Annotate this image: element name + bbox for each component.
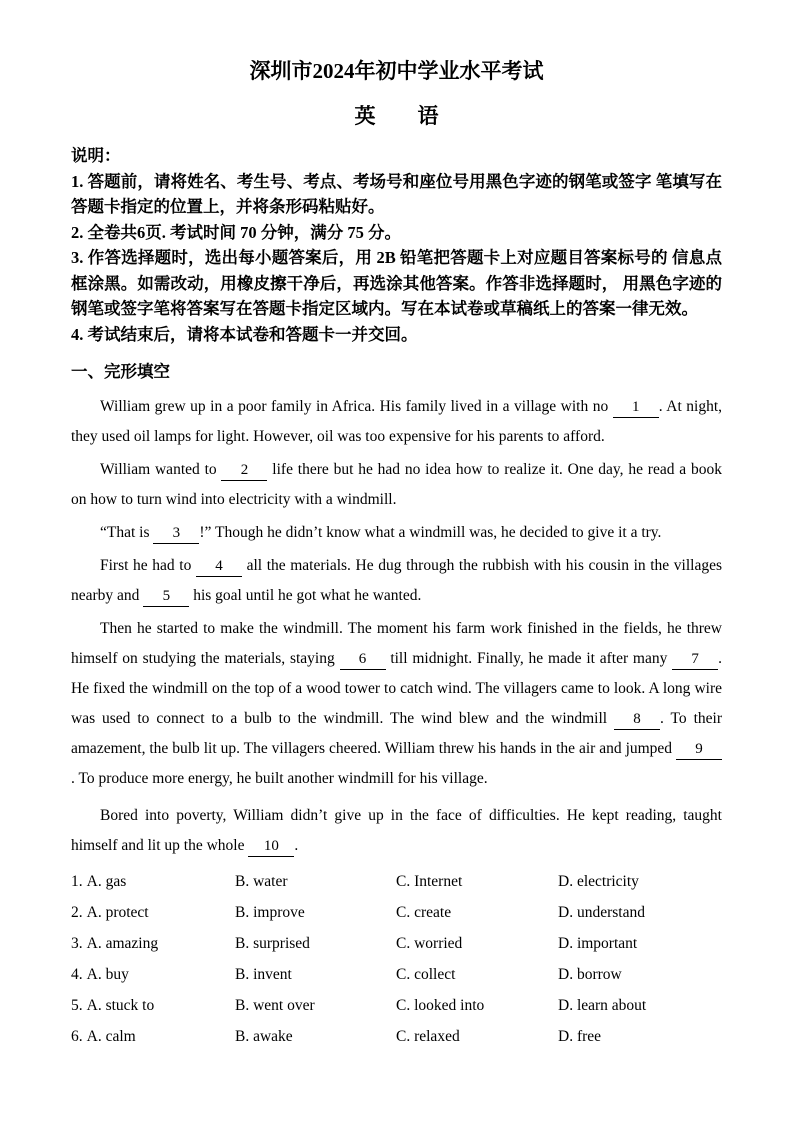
option-row-1 bbox=[71, 866, 722, 897]
passage-text: William grew up in a poor family in Africa. His family lived in a village with no bbox=[100, 398, 613, 416]
option-2-B: B. improve bbox=[235, 904, 305, 922]
option-1-B: B. water bbox=[235, 873, 288, 891]
option-3-B: B. surprised bbox=[235, 935, 310, 953]
passage-text: all the materials. He dug through the rubbish with his cousin in the villages nearby and bbox=[71, 557, 723, 605]
option-4-D: D. borrow bbox=[558, 966, 622, 984]
option-4-C: C. collect bbox=[396, 966, 456, 984]
instructions-block bbox=[71, 143, 722, 347]
cloze-blank-4: 4 bbox=[196, 559, 242, 577]
option-3-D: D. important bbox=[558, 935, 638, 953]
option-2-A: 2. A. protect bbox=[71, 904, 149, 922]
option-6-D: D. free bbox=[558, 1028, 602, 1046]
exam-title: 深圳市2024年初中学业水平考试 bbox=[249, 59, 544, 83]
question-number-6: 6. bbox=[71, 1028, 83, 1046]
instruction-item-2: 2. 全卷共6页. 考试时间 70 分钟，满分 75 分。 bbox=[71, 222, 401, 242]
cloze-blank-8: 8 bbox=[614, 712, 660, 730]
cloze-blank-2: 2 bbox=[221, 463, 267, 481]
passage-paragraph-4 bbox=[71, 551, 722, 611]
instruction-item-4: 4. 考试结束后，请将本试卷和答题卡一并交回。 bbox=[71, 324, 418, 344]
option-1-D: D. electricity bbox=[558, 873, 639, 891]
option-5-A: 5. A. stuck to bbox=[71, 997, 155, 1015]
option-6-C: C. relaxed bbox=[396, 1028, 460, 1046]
option-row-4 bbox=[71, 959, 722, 990]
option-row-6 bbox=[71, 1021, 722, 1052]
option-6-A: 6. A. calm bbox=[71, 1028, 136, 1046]
passage-text: his goal until he got what he wanted. bbox=[189, 587, 422, 605]
passage-text: !” Though he didn’t know what a windmill was, he decided to give it a try. bbox=[199, 524, 662, 542]
option-row-3 bbox=[71, 928, 722, 959]
passage-text: . To their amazement, the bulb lit up. The villagers cheered. William threw his hands in the air and jumped bbox=[71, 710, 723, 758]
option-row-5 bbox=[71, 990, 722, 1021]
cloze-blank-1: 1 bbox=[613, 400, 659, 418]
option-1-C: C. Internet bbox=[396, 873, 463, 891]
passage-text: life there but he had no idea how to realize it. One day, he read a book on how to turn wind into electricity with a windmill. bbox=[71, 461, 722, 509]
option-5-C: C. looked into bbox=[396, 997, 485, 1015]
question-number-1: 1. bbox=[71, 873, 83, 891]
passage-paragraph-6 bbox=[71, 801, 722, 861]
option-1-A: 1. A. gas bbox=[71, 873, 127, 891]
option-2-D: D. understand bbox=[558, 904, 645, 922]
question-number-4: 4. bbox=[71, 966, 83, 984]
passage-text: . bbox=[294, 837, 299, 855]
passage-text: till midnight. Finally, he made it after many bbox=[385, 650, 673, 668]
passage-paragraph-1 bbox=[71, 392, 722, 452]
option-6-B: B. awake bbox=[235, 1028, 293, 1046]
cloze-blank-3: 3 bbox=[153, 526, 199, 544]
passage-text: Then he started to make the windmill. The moment his farm work finished in the fields, he threw himself on studying the materials, staying bbox=[71, 620, 722, 668]
option-5-D: D. learn about bbox=[558, 997, 647, 1015]
instructions-heading: 说明： bbox=[71, 146, 121, 166]
question-number-2: 2. bbox=[71, 904, 83, 922]
passage-text: . To produce more energy, he built another windmill for his village. bbox=[71, 770, 488, 788]
cloze-blank-6: 6 bbox=[340, 652, 386, 670]
passage-paragraph-2 bbox=[71, 455, 722, 515]
passage-paragraph-5 bbox=[71, 614, 722, 794]
instruction-item-1: 1. 答题前，请将姓名、考生号、考点、考场号和座位号用黑色字迹的钢笔或签字 笔填写在答题卡指定的位置上，并将条形码粘贴好。 bbox=[71, 171, 723, 217]
section-heading-cloze: 一、完形填空 bbox=[71, 362, 170, 382]
exam-subject: 英 语 bbox=[354, 104, 439, 129]
cloze-blank-10: 10 bbox=[248, 839, 294, 857]
option-5-B: B. went over bbox=[235, 997, 315, 1015]
option-3-C: C. worried bbox=[396, 935, 463, 953]
passage-paragraph-3 bbox=[71, 518, 722, 548]
option-4-B: B. invent bbox=[235, 966, 292, 984]
instruction-item-3: 3. 作答选择题时，选出每小题答案后，用 2B 铅笔把答题卡上对应题目答案标号的 信息点框涂黑。如需改动，用橡皮擦干净后，再选涂其他答案。作答非选择题时， 用黑色字迹的钢笔或签字笔将答案写在答题卡指定区域内。写在本试卷或草稿纸上的答案一律无效。 bbox=[71, 248, 722, 319]
passage-text: First he had to bbox=[100, 557, 196, 575]
option-3-A: 3. A. amazing bbox=[71, 935, 159, 953]
option-4-A: 4. A. buy bbox=[71, 966, 129, 984]
option-row-2 bbox=[71, 897, 722, 928]
passage-text: . He fixed the windmill on the top of a wood tower to catch wind. The villagers came to look. A long wire was used to connect to a bulb to the windmill. The wind blew and the windmill bbox=[71, 650, 723, 728]
passage-text: William wanted to bbox=[100, 461, 222, 479]
options-table bbox=[71, 866, 722, 1052]
question-number-5: 5. bbox=[71, 997, 83, 1015]
cloze-blank-5: 5 bbox=[143, 589, 189, 607]
passage bbox=[71, 392, 722, 861]
option-2-C: C. create bbox=[396, 904, 452, 922]
passage-text: . At night, they used oil lamps for light. However, oil was too expensive for his parents to afford. bbox=[71, 398, 723, 446]
passage-text: “That is bbox=[100, 524, 154, 542]
passage-text: Bored into poverty, William didn’t give up in the face of difficulties. He kept reading, taught himself and lit up the whole bbox=[71, 807, 722, 855]
cloze-blank-9: 9 bbox=[676, 742, 722, 760]
cloze-blank-7: 7 bbox=[672, 652, 718, 670]
question-number-3: 3. bbox=[71, 935, 83, 953]
